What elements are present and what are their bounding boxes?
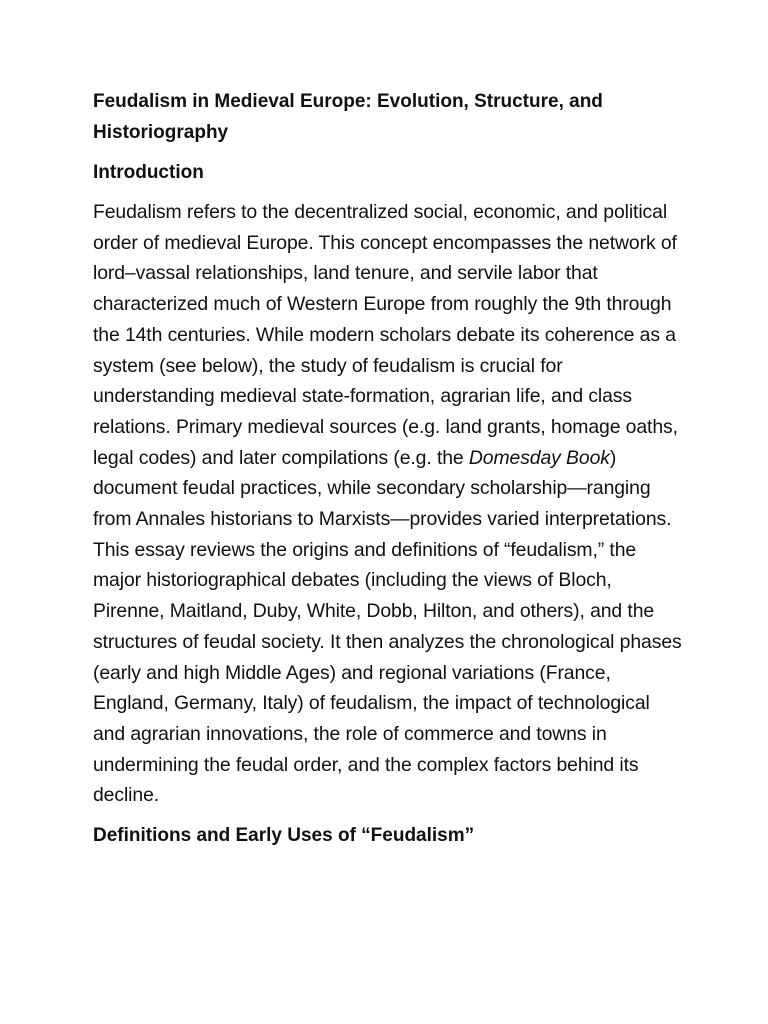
paragraph-text-part-1: Feudalism refers to the decentralized social, economic, and political order of medieval Europe. This concept encompasses the network of lord–vassal relationships, land tenure, and servile labor that characterized much of Western Europe from roughly the 9th through the 14th centuries. While modern scholars debate its coherence as a system (see below), the study of feudalism is crucial for understanding medieval state-formation, agrarian life, and class relations. Primary medieval sources (e.g. land grants, homage oaths, legal codes) and later compilations (e.g. the — [93, 201, 678, 469]
introduction-paragraph — [93, 197, 683, 811]
document-title: Feudalism in Medieval Europe: Evolution, Structure, and Historiography — [93, 91, 603, 143]
section-heading-definitions: Definitions and Early Uses of “Feudalism” — [93, 825, 475, 847]
document-page — [93, 86, 683, 860]
domesday-book-title: Domesday Book — [468, 446, 610, 469]
section-heading-introduction: Introduction — [93, 162, 204, 183]
paragraph-text-part-2: ) document feudal practices, while secondary scholarship—ranging from Annales historians to Marxists—provides varied interpretations. This essay reviews the origins and definitions of “feudalism,” the major historiographical debates (including the views of Bloch, Pirenne, Maitland, Duby, White, Dobb, Hilton, and others), and the structures of feudal society. It then analyzes the chronological phases (early and high Middle Ages) and regional variations (France, England, Germany, Italy) of feudalism, the impact of technological and agrarian innovations, the role of commerce and towns in undermining the feudal order, and the complex factors behind its decline. — [93, 446, 682, 807]
